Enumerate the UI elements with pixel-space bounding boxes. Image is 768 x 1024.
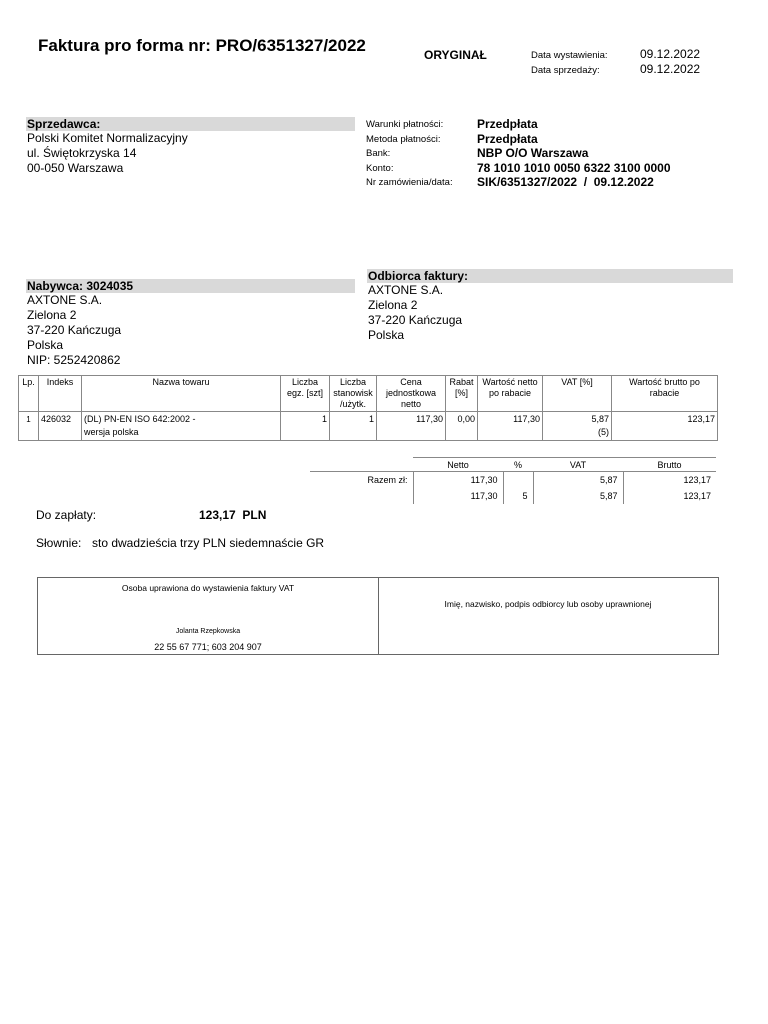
cell-seats: 1 bbox=[330, 412, 377, 441]
col-header: Lp. bbox=[19, 376, 39, 412]
summary-rate-gross: 123,17 bbox=[623, 488, 716, 504]
order-label: Nr zamówienia/data: bbox=[366, 177, 453, 188]
vat-rate: (5) bbox=[598, 427, 609, 437]
item-name-line: (DL) PN-EN ISO 642:2002 - bbox=[84, 414, 196, 424]
cell-discount: 0,00 bbox=[446, 412, 478, 441]
col-header: VAT [%] bbox=[543, 376, 612, 412]
amount-in-words: sto dwadzieścia trzy PLN siedemnaście GR bbox=[92, 536, 325, 550]
buyer-address bbox=[27, 293, 121, 368]
cell-gross-value: 123,17 bbox=[612, 412, 718, 441]
seller-line: Polski Komitet Normalizacyjny bbox=[27, 131, 188, 145]
summary-rate-vat: 5,87 bbox=[533, 488, 623, 504]
col-header: Nazwa towaru bbox=[82, 376, 281, 412]
payable-label: Do zapłaty: bbox=[36, 508, 97, 522]
summary-rate-percent: 5 bbox=[503, 488, 533, 504]
recipient-line: Polska bbox=[368, 328, 405, 342]
recipient-address bbox=[368, 283, 462, 343]
bank-label: Bank: bbox=[366, 148, 391, 159]
recipient-line: AXTONE S.A. bbox=[368, 283, 444, 297]
buyer-line: AXTONE S.A. bbox=[27, 293, 103, 307]
vat-amount: 5,87 bbox=[591, 414, 609, 424]
col-header: Rabat [%] bbox=[446, 376, 478, 412]
recipient-line: 37-220 Kańczuga bbox=[368, 313, 463, 327]
summary-rate-net: 117,30 bbox=[413, 488, 503, 504]
cell-name bbox=[82, 412, 281, 441]
cell-qty: 1 bbox=[281, 412, 330, 441]
account-label: Konto: bbox=[366, 162, 394, 174]
issue-date: 09.12.2022 bbox=[640, 47, 701, 61]
recipient-heading: Odbiorca faktury: bbox=[367, 269, 733, 283]
issuer-signature-area bbox=[38, 578, 379, 654]
summary-col-header: VAT bbox=[533, 458, 623, 472]
issue-date-label: Data wystawienia: bbox=[531, 50, 608, 61]
cell-lp: 1 bbox=[19, 412, 39, 441]
payment-terms-value: Przedpłata bbox=[477, 117, 538, 131]
buyer-line: Polska bbox=[27, 338, 64, 352]
cell-index: 426032 bbox=[39, 412, 82, 441]
recipient-line: Zielona 2 bbox=[368, 298, 418, 312]
seller-heading: Sprzedawca: bbox=[26, 117, 355, 131]
summary-header-row bbox=[310, 458, 716, 472]
buyer-line: NIP: 5252420862 bbox=[27, 353, 121, 367]
issuer-title: Osoba uprawiona do wystawienia faktury VAT bbox=[121, 583, 295, 593]
bank-value: NBP O/O Warszawa bbox=[477, 146, 589, 160]
cell-vat bbox=[543, 412, 612, 441]
summary-table bbox=[310, 457, 716, 504]
account-value: 78 1010 1010 0050 6322 3100 0000 bbox=[477, 160, 671, 175]
signature-box bbox=[37, 577, 719, 655]
col-header: Wartość netto po rabacie bbox=[478, 376, 543, 412]
items-header-row bbox=[19, 376, 718, 412]
col-header: Wartość brutto po rabacie bbox=[612, 376, 718, 412]
col-header: Liczba egz. [szt] bbox=[281, 376, 330, 412]
col-header: Liczba stanowisk /użytk. bbox=[330, 376, 377, 412]
payment-terms-label: Warunki płatności: bbox=[366, 119, 444, 130]
amount-in-words-label: Słownie: bbox=[36, 536, 82, 550]
seller-address bbox=[27, 131, 188, 176]
recipient-signature-label: Imię, nazwisko, podpis odbiorcy lub osoby uprawnionej bbox=[444, 599, 652, 609]
issuer-phone: 22 55 67 771; 603 204 907 bbox=[154, 642, 262, 652]
summary-total-row bbox=[310, 472, 716, 489]
seller-line: ul. Świętokrzyska 14 bbox=[27, 146, 137, 160]
seller-line: 00-050 Warszawa bbox=[27, 161, 124, 175]
table-row bbox=[19, 412, 718, 441]
summary-total-rate bbox=[503, 472, 533, 489]
sale-date-label: Data sprzedaży: bbox=[531, 65, 600, 76]
summary-col-header: Brutto bbox=[623, 458, 716, 472]
payment-method-value: Przedpłata bbox=[477, 131, 538, 146]
summary-col-header: % bbox=[503, 458, 533, 472]
items-table bbox=[18, 375, 718, 441]
summary-col-header: Netto bbox=[413, 458, 503, 472]
buyer-line: Zielona 2 bbox=[27, 308, 77, 322]
summary-total-net: 117,30 bbox=[413, 472, 503, 489]
payment-method-label: Metoda płatności: bbox=[366, 133, 441, 145]
summary-total-label: Razem zł: bbox=[367, 475, 408, 485]
cell-unit-price: 117,30 bbox=[377, 412, 446, 441]
cell-net-value: 117,30 bbox=[478, 412, 543, 441]
sale-date: 09.12.2022 bbox=[640, 62, 701, 76]
buyer-line: 37-220 Kańczuga bbox=[27, 323, 122, 337]
issuer-name: Jolanta Rzepkowska bbox=[175, 628, 241, 635]
buyer-heading: Nabywca: 3024035 bbox=[26, 279, 355, 293]
payable-amount: 123,17 PLN bbox=[199, 508, 267, 522]
summary-total-gross: 123,17 bbox=[623, 472, 716, 489]
invoice-title: Faktura pro forma nr: PRO/6351327/2022 bbox=[38, 36, 366, 55]
order-value: SIK/6351327/2022 / 09.12.2022 bbox=[477, 175, 654, 189]
summary-total-vat: 5,87 bbox=[533, 472, 623, 489]
original-label: ORYGINAŁ bbox=[424, 48, 487, 62]
summary-rate-row bbox=[310, 488, 716, 504]
item-name-line: wersja polska bbox=[84, 427, 139, 437]
col-header: Cena jednostkowa netto bbox=[377, 376, 446, 412]
col-header: Indeks bbox=[39, 376, 82, 412]
